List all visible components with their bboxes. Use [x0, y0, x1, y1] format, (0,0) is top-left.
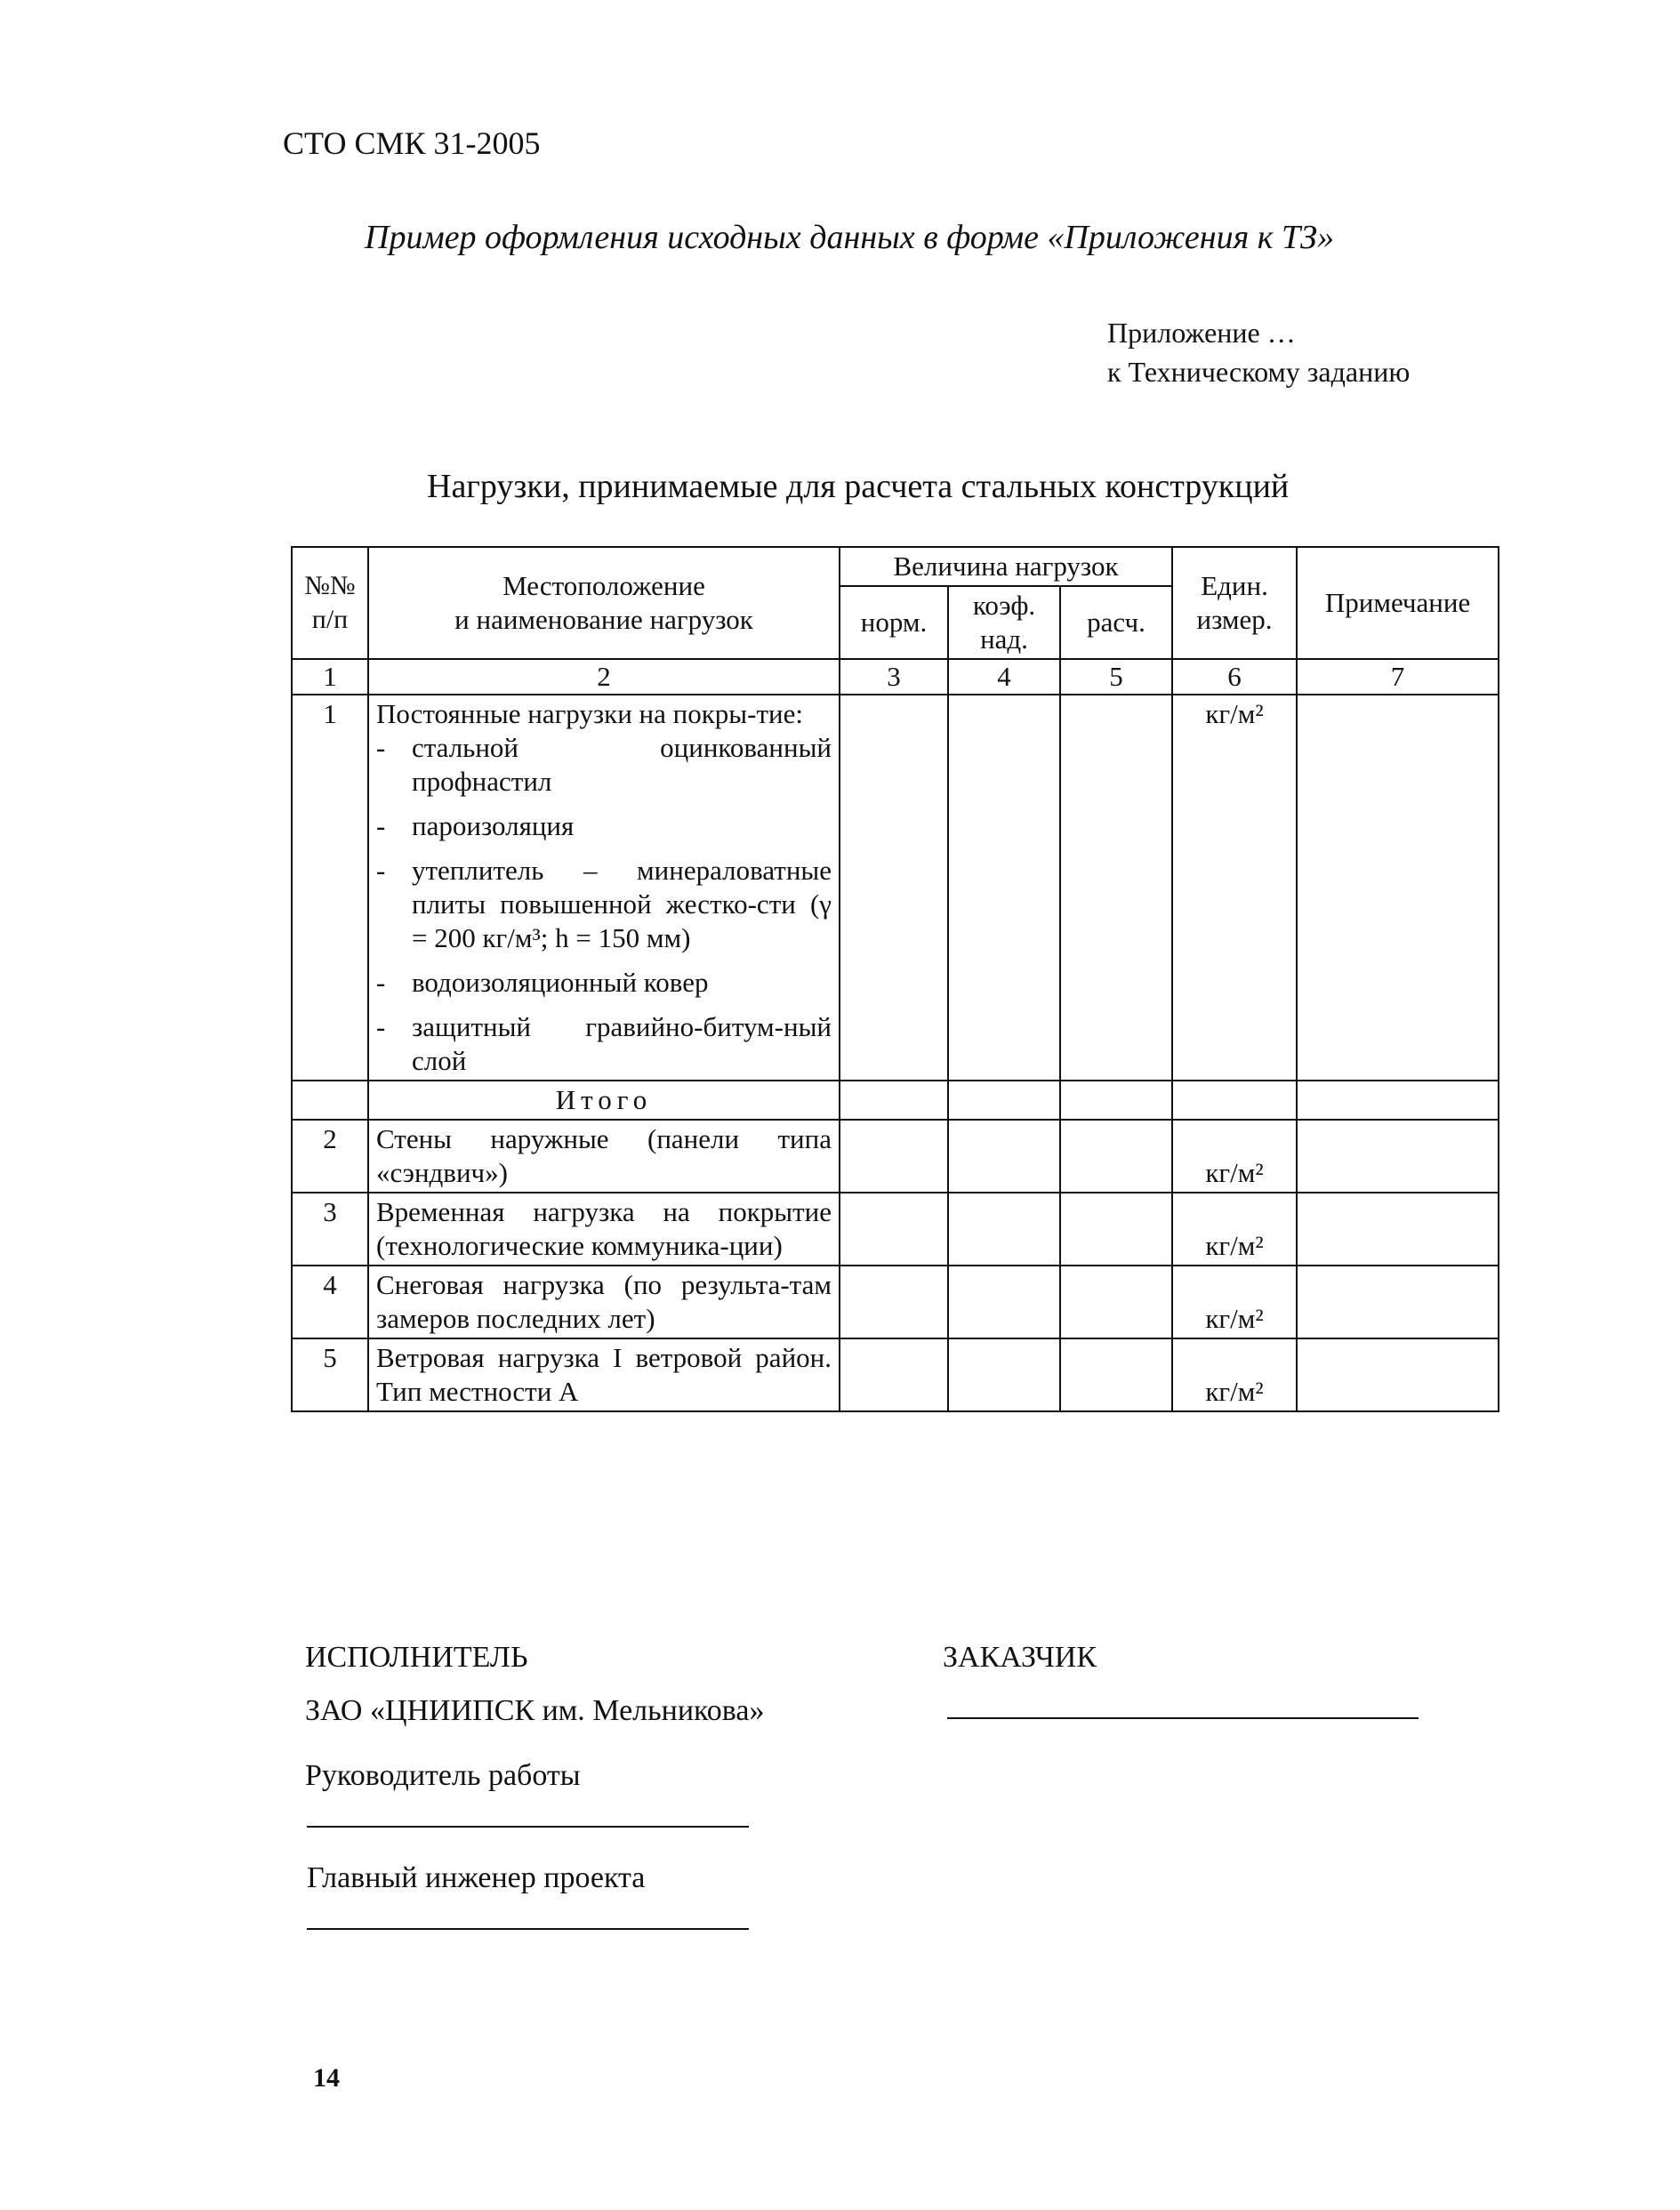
itogo-label: Итого	[368, 1081, 840, 1120]
list-item-text: стальной оцинкованный профнастил	[412, 732, 832, 797]
dash-marker: -	[376, 732, 386, 763]
row-number: 3	[292, 1193, 368, 1266]
customer-signature-line	[947, 1717, 1419, 1719]
table-row-2	[292, 1120, 1499, 1193]
header-unit-line-2: измер.	[1196, 604, 1273, 635]
value-cell	[840, 1193, 948, 1266]
chief-engineer-label: Главный инженер проекта	[307, 1861, 646, 1894]
unit-cell	[1172, 1081, 1297, 1120]
row-title: Постоянные нагрузки на покры-тие:	[376, 698, 803, 729]
appendix-reference	[1107, 313, 1410, 391]
value-cell	[948, 1120, 1060, 1193]
header-calc: расч.	[1060, 586, 1172, 659]
value-cell	[1060, 1081, 1172, 1120]
executor-organization: ЗАО «ЦНИИПСК им. Мельникова»	[305, 1694, 765, 1727]
column-number: 4	[948, 659, 1060, 695]
header-norm: норм.	[840, 586, 948, 659]
column-number: 1	[292, 659, 368, 695]
value-cell	[1060, 695, 1172, 1081]
note-cell	[1297, 1193, 1499, 1266]
list-item-text: утеплитель – минераловатные плиты повышенной жестко-сти (γ = 200 кг/м³; h = 150 мм)	[412, 855, 832, 953]
header-number	[292, 547, 368, 659]
unit-cell: кг/м²	[1172, 1120, 1297, 1193]
unit-cell: кг/м²	[1172, 1193, 1297, 1266]
row-number: 5	[292, 1338, 368, 1411]
note-cell	[1297, 1338, 1499, 1411]
dash-marker: -	[376, 967, 386, 998]
value-cell	[1060, 1193, 1172, 1266]
column-number: 5	[1060, 659, 1172, 695]
list-item-text: водоизоляционный ковер	[412, 967, 709, 998]
header-coef	[948, 586, 1060, 659]
value-cell	[948, 1193, 1060, 1266]
header-number-line-1: №№	[304, 571, 356, 600]
list-item-text: пароизоляция	[412, 810, 575, 841]
value-cell	[948, 1338, 1060, 1411]
row-description: Ветровая нагрузка I ветровой район. Тип местности А	[368, 1338, 840, 1411]
header-note: Примечание	[1297, 547, 1499, 659]
unit-cell: кг/м²	[1172, 1266, 1297, 1338]
list-item	[376, 731, 832, 799]
table-row-5	[292, 1338, 1499, 1411]
customer-label: ЗАКАЗЧИК	[943, 1641, 1097, 1674]
page-number: 14	[313, 2063, 340, 2093]
column-number: 7	[1297, 659, 1499, 695]
row-description: Стены наружные (панели типа «сэндвич»)	[368, 1120, 840, 1193]
list-item-text: защитный гравийно-битум-ный слой	[412, 1011, 832, 1076]
value-cell	[1060, 1120, 1172, 1193]
note-cell	[1297, 1266, 1499, 1338]
value-cell	[948, 1081, 1060, 1120]
column-number: 2	[368, 659, 840, 695]
note-cell	[1297, 1081, 1499, 1120]
list-item	[376, 1010, 832, 1078]
value-cell	[948, 1266, 1060, 1338]
table-row-3	[292, 1193, 1499, 1266]
header-coef-line-1: коэф.	[972, 590, 1036, 621]
row-number: 1	[292, 695, 368, 1081]
work-head-signature-line	[307, 1826, 749, 1828]
chief-engineer-signature-line	[307, 1928, 749, 1930]
appendix-line-1: Приложение …	[1107, 317, 1296, 349]
header-row-1	[292, 547, 1499, 586]
value-cell	[1060, 1266, 1172, 1338]
header-number-line-2: п/п	[311, 605, 349, 634]
value-cell	[948, 695, 1060, 1081]
column-number-row	[292, 659, 1499, 695]
document-subtitle: Пример оформления исходных данных в форме «Приложения к ТЗ»	[365, 219, 1334, 256]
table-row-4	[292, 1266, 1499, 1338]
header-location-line-1: Местоположение	[502, 570, 705, 601]
dash-marker: -	[376, 810, 386, 841]
itogo-row	[292, 1081, 1499, 1120]
note-cell	[1297, 695, 1499, 1081]
unit-cell: кг/м²	[1172, 1338, 1297, 1411]
appendix-line-2: к Техническому заданию	[1107, 356, 1411, 388]
dash-marker: -	[376, 855, 386, 886]
executor-label: ИСПОЛНИТЕЛЬ	[305, 1641, 528, 1674]
header-location	[368, 547, 840, 659]
header-magnitude: Величина нагрузок	[840, 547, 1172, 586]
value-cell	[840, 1120, 948, 1193]
row-number: 2	[292, 1120, 368, 1193]
header-location-line-2: и наименование нагрузок	[454, 604, 753, 635]
list-item	[376, 966, 832, 1000]
header-unit	[1172, 547, 1297, 659]
value-cell	[840, 695, 948, 1081]
work-head-label: Руководитель работы	[305, 1759, 581, 1792]
header-unit-line-1: Един.	[1201, 570, 1268, 601]
header-coef-line-2: над.	[980, 623, 1028, 655]
column-number: 6	[1172, 659, 1297, 695]
loads-table	[291, 546, 1499, 1412]
value-cell	[840, 1338, 948, 1411]
row-description: Снеговая нагрузка (по результа-там замеров последних лет)	[368, 1266, 840, 1338]
list-item	[376, 854, 832, 955]
unit-cell: кг/м²	[1172, 695, 1297, 1081]
table-row-1	[292, 695, 1499, 1081]
row-number: 4	[292, 1266, 368, 1338]
row-description	[368, 695, 840, 1081]
dash-marker: -	[376, 1011, 386, 1042]
note-cell	[1297, 1120, 1499, 1193]
value-cell	[840, 1081, 948, 1120]
table-title: Нагрузки, принимаемые для расчета стальных конструкций	[427, 468, 1290, 505]
row-description: Временная нагрузка на покрытие (технологические коммуника-ции)	[368, 1193, 840, 1266]
document-code: СТО СМК 31-2005	[283, 125, 541, 161]
list-item	[376, 809, 832, 843]
value-cell	[840, 1266, 948, 1338]
empty-cell	[292, 1081, 368, 1120]
column-number: 3	[840, 659, 948, 695]
value-cell	[1060, 1338, 1172, 1411]
